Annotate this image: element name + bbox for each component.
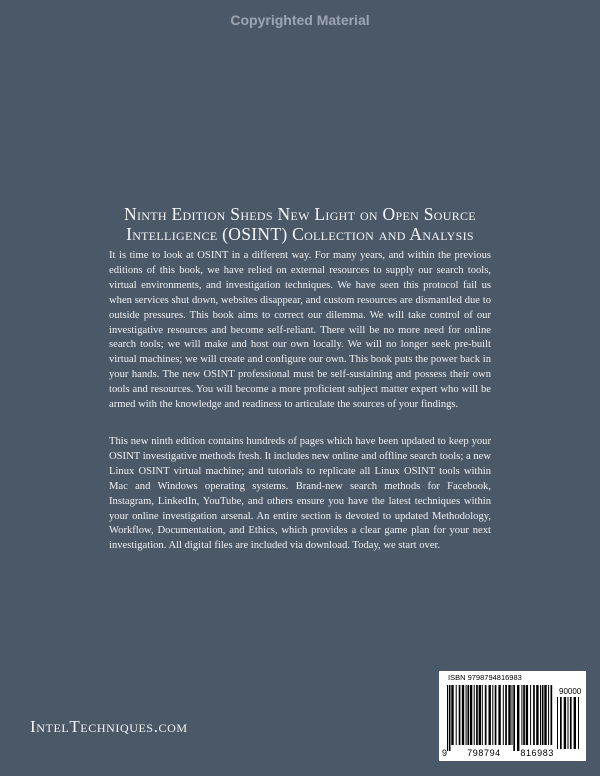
barcode-bar bbox=[513, 685, 515, 751]
barcode-bar bbox=[470, 685, 472, 745]
barcode-bar bbox=[447, 685, 448, 751]
headline-line-1: Ninth Edition Sheds New Light on Open Source bbox=[124, 204, 476, 224]
barcode-bar bbox=[542, 685, 544, 745]
barcode-bar bbox=[508, 685, 510, 745]
barcode-bar bbox=[492, 685, 493, 745]
barcode-bar bbox=[479, 685, 481, 745]
barcode-bar bbox=[517, 685, 519, 751]
barcode-bar bbox=[523, 685, 525, 745]
barcode-bar bbox=[449, 685, 451, 751]
barcode-bar bbox=[551, 685, 553, 745]
barcode-bar bbox=[568, 697, 569, 749]
barcode-digit-prefix: 9 bbox=[442, 748, 448, 758]
addon-barcode-bars bbox=[557, 697, 581, 755]
barcode-bar bbox=[498, 685, 500, 745]
barcode-bar bbox=[485, 685, 487, 745]
barcode-bar bbox=[578, 697, 579, 749]
barcode-bar bbox=[505, 685, 507, 745]
barcode-bar bbox=[451, 685, 453, 745]
barcode-bar bbox=[526, 685, 528, 745]
barcode-bar bbox=[462, 685, 464, 745]
barcode-bar bbox=[521, 685, 522, 745]
website-link[interactable]: IntelTechniques.com bbox=[30, 717, 188, 736]
barcode-bar bbox=[459, 685, 461, 745]
barcode-bar bbox=[533, 685, 535, 745]
barcode-bar bbox=[489, 685, 491, 745]
barcode-bar bbox=[574, 697, 576, 749]
barcode-bars bbox=[447, 685, 553, 751]
barcode-bar bbox=[476, 685, 478, 745]
back-cover-headline bbox=[100, 204, 500, 244]
barcode-bar bbox=[466, 685, 467, 745]
barcode-bar bbox=[456, 685, 457, 745]
isbn-label: ISBN 9798794816983 bbox=[448, 673, 522, 682]
barcode-digit-group-2: 816983 bbox=[520, 748, 554, 758]
barcode-bar bbox=[512, 685, 513, 745]
copyright-watermark: Copyrighted Material bbox=[230, 12, 370, 28]
barcode-digits bbox=[442, 748, 554, 758]
barcode-bar bbox=[544, 685, 546, 745]
barcode-bar bbox=[548, 685, 549, 745]
barcode-bar bbox=[564, 697, 566, 749]
price-code: 90000 bbox=[559, 687, 582, 696]
barcode-bar bbox=[540, 685, 541, 745]
description-paragraph-2: This new ninth edition contains hundreds of pages which have been updated to keep your OSINT investigative methods fresh. It includes new online and offline search tools; a new Linux OSINT virtual machine; and tutorials to replicate all Linux OSINT tools within Mac and Windows operating systems. Brand-new search methods for Facebook, Instagram, LinkedIn, YouTube, and others ensure you have the latest techniques within your online investigation arsenal. An entire section is devoted to updated Methodology, Workflow, Documentation, and Ethics, which provides a clear game plan for your next investigation. All digital files are included via download. Today, we start over. bbox=[109, 436, 491, 552]
barcode-bar bbox=[482, 685, 483, 745]
barcode-bar bbox=[467, 685, 469, 745]
isbn-barcode bbox=[439, 671, 586, 761]
barcode-bar bbox=[474, 685, 475, 745]
barcode-bar bbox=[560, 697, 562, 749]
barcode-bar bbox=[536, 685, 538, 745]
barcode-bar bbox=[503, 685, 504, 745]
barcode-bar bbox=[495, 685, 497, 745]
headline-line-2: Intelligence (OSINT) Collection and Analysis bbox=[126, 224, 474, 244]
barcode-bar bbox=[570, 697, 572, 749]
description-paragraph-1: It is time to look at OSINT in a different way. For many years, and within the previous editions of this book, we have relied on external resources to supply our search tools, virtual environments, and investigation techniques. We have seen this protocol fail us when services shut down, websites disappear, and custom resources are dismantled due to outside pressures. This book aims to correct our dilemma. We will take control of our investigative resources and become self-reliant. There will be no more need for online search tools; we will make and host our own locally. We will no longer seek pre-built virtual machines; we will create and configure our own. This book puts the power back in your hands. The new OSINT professional must be self-sustaining and possess their own tools and resources. You will become a more proficient subject matter expert who will be armed with the knowledge and readiness to articulate the sources of your findings. bbox=[109, 250, 491, 411]
barcode-bar bbox=[557, 697, 558, 749]
barcode-digit-group-1: 798794 bbox=[467, 748, 501, 758]
barcode-bar bbox=[530, 685, 531, 745]
